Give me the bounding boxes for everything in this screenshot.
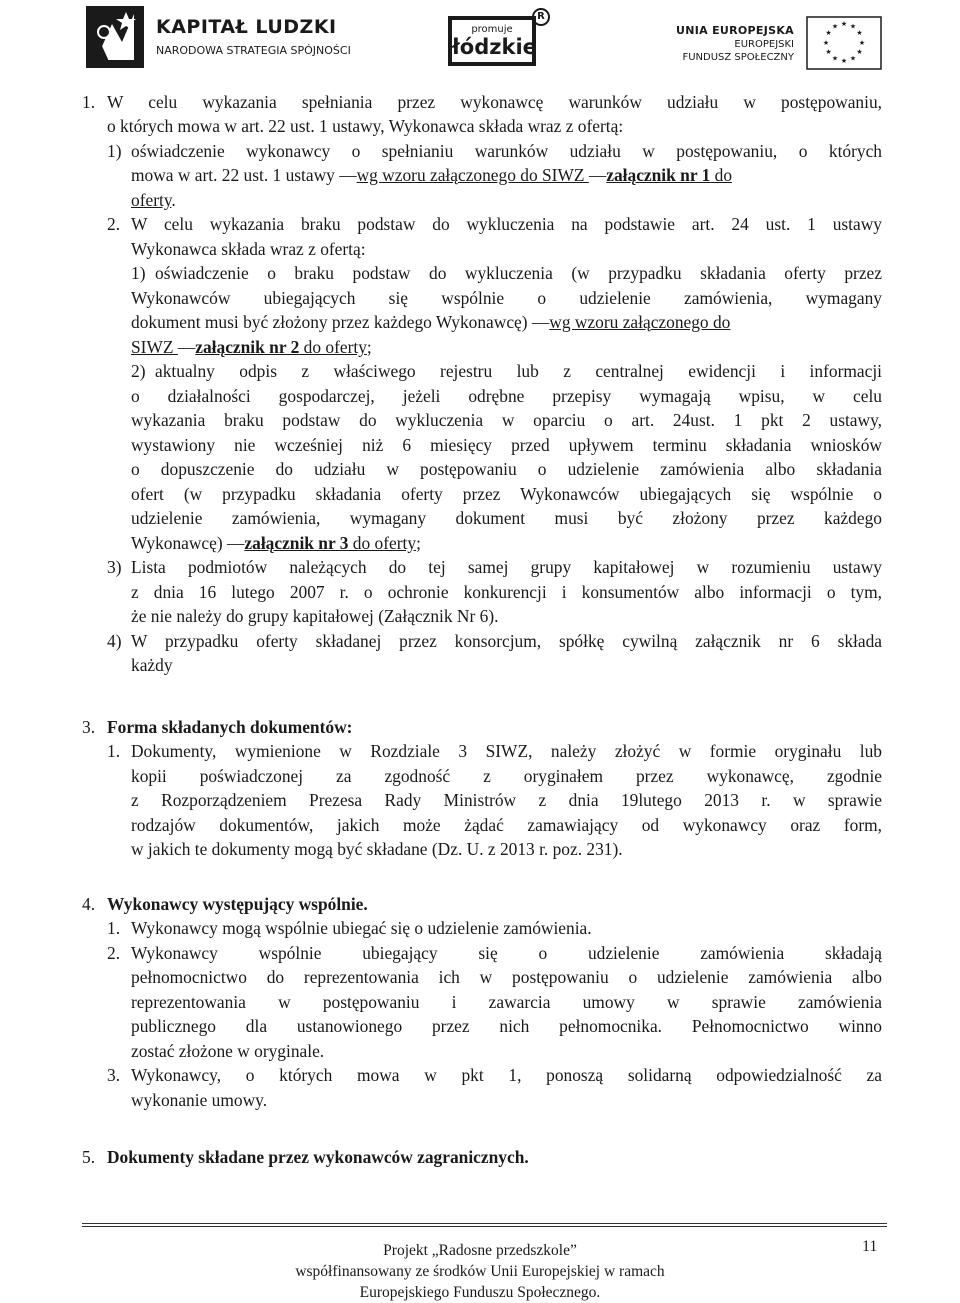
section-2-line-1: W celu wykazania braku podstaw do wykluczenia na podstawie art. 24 ust. 1 ustawy: [131, 214, 882, 234]
attachment-1-label: załącznik nr 1: [606, 165, 711, 185]
section-5-number: 5.: [82, 1147, 96, 1167]
section-2-item-2-line-2: o działalności gospodarczej, jeżeli odrębne przepisy wymagają wpisu, w celu: [131, 386, 882, 406]
section-2-item-2-line-6: ofert (w przypadku składania oferty przez Wykonawców ubiegających się wspólnie o: [131, 484, 882, 504]
section-2-item-3-line-2: z dnia 16 lutego 2007 r. o ochronie konkurencji i konsumentów albo informacji o tym,: [131, 582, 882, 602]
section-4-item-2-line-2: pełnomocnictwo do reprezentowania ich w postępowaniu o udzielenie zamówienia albo: [131, 967, 882, 987]
section-4-number: 4.: [82, 894, 96, 914]
section-3-item-1-line-2: kopii poświadczonej za zgodność z oryginałem przez wykonawcę, zgodnie: [131, 766, 882, 786]
svg-text:★: ★: [825, 48, 832, 56]
section-2-item-1-line-1: oświadczenie o braku podstaw do wykluczenia (w przypadku składania oferty przez: [155, 263, 882, 283]
eu-flag-icon: [806, 16, 882, 70]
section-4-item-2-number: 2.: [107, 943, 121, 963]
kapital-ludzki-emblem-icon: [82, 2, 148, 72]
svg-text:★: ★: [831, 22, 839, 31]
eu-logo-line3: FUNDUSZ SPOŁECZNY: [682, 52, 794, 63]
svg-text:★: ★: [825, 29, 832, 37]
section-3-item-1-line-4: rodzajów dokumentów, jakich może żądać zamawiający od wykonawcy oraz form,: [131, 815, 882, 835]
eu-logo-line2: EUROPEJSKI: [734, 39, 794, 50]
section-1-item-1-line-3: oferty.: [131, 190, 176, 210]
section-2-item-2-line-7: udzielenie zamówienia, wymagany dokument musi być złożony przez każdego: [131, 508, 882, 528]
page-header: [0, 0, 960, 80]
section-2-item-1-line-3: dokument musi być złożony przez każdego Wykonawcę) —wg wzoru załączonego do: [131, 312, 731, 332]
section-2-item-3-line-1: Lista podmiotów należących do tej samej grupy kapitałowej w rozumieniu ustawy: [131, 557, 882, 577]
section-2-item-2-line-4: wystawiony nie wcześniej niż 6 miesięcy przed upływem terminu składania wniosków: [131, 435, 882, 455]
section-4-item-2-line-4: publicznego dla ustanowionego przez nich pełnomocnika. Pełnomocnictwo winno: [131, 1016, 882, 1036]
section-1-item-1-number: 1): [107, 141, 122, 161]
section-2-item-3-line-3: że nie należy do grupy kapitałowej (Załącznik Nr 6).: [131, 606, 499, 626]
svg-text:★: ★: [856, 48, 863, 56]
section-5-title: Dokumenty składane przez wykonawców zagranicznych.: [107, 1147, 529, 1167]
section-2-item-2-line-1: aktualny odpis z właściwego rejestru lub z centralnej ewidencji i informacji: [155, 361, 882, 381]
section-2-item-1-line-4: SIWZ —załącznik nr 2 do oferty;: [131, 337, 372, 357]
registered-mark-icon: R: [532, 8, 550, 26]
section-4-item-3-number: 3.: [107, 1065, 121, 1085]
footer-divider-bottom: [82, 1226, 887, 1227]
eu-logo-text: [676, 24, 794, 64]
svg-text:★: ★: [822, 39, 830, 47]
section-1-item-1-line-1: oświadczenie wykonawcy o spełnianiu warunków udziału w postępowaniu, o których: [131, 141, 882, 161]
section-2-item-2-number: 2): [131, 361, 146, 381]
attachment-2-label: załącznik nr 2: [195, 337, 300, 357]
section-4-item-1-line-1: Wykonawcy mogą wspólnie ubiegać się o udzielenie zamówienia.: [131, 918, 592, 938]
section-4-title: Wykonawcy występujący wspólnie.: [107, 894, 368, 914]
section-3-item-1-line-1: Dokumenty, wymienione w Rozdziale 3 SIWZ, należy złożyć w formie oryginału lub: [131, 741, 882, 761]
section-4-item-3-line-2: wykonanie umowy.: [131, 1090, 268, 1110]
section-1-item-1-line-2: mowa w art. 22 ust. 1 ustawy —wg wzoru załączonego do SIWZ —załącznik nr 1 do: [131, 165, 733, 185]
section-2-number: 2.: [107, 214, 121, 234]
lodzkie-top-text: promuje: [471, 24, 513, 35]
section-2-item-2-line-8: Wykonawcę) —załącznik nr 3 do oferty;: [131, 533, 421, 553]
section-2-item-4-line-1: W przypadku oferty składanej przez konsorcjum, spółkę cywilną załącznik nr 6 składa: [131, 631, 882, 651]
section-4-item-2-line-3: reprezentowania w postępowaniu i zawarcia umowy w sprawie zamówienia: [131, 992, 882, 1012]
section-4-item-3-line-1: Wykonawcy, o których mowa w pkt 1, ponoszą solidarną odpowiedzialność za: [131, 1065, 882, 1085]
svg-text:★: ★: [840, 57, 848, 65]
eu-logo: [660, 16, 890, 76]
section-3-item-1-line-5: w jakich te dokumenty mogą być składane (Dz. U. z 2013 r. poz. 231).: [131, 839, 623, 859]
svg-text:★: ★: [856, 29, 863, 37]
section-1-line-1: W celu wykazania spełniania przez wykonawcę warunków udziału w postępowaniu,: [107, 92, 882, 112]
footer-divider-top: [82, 1223, 887, 1224]
section-2-item-4-number: 4): [107, 631, 122, 651]
kapital-ludzki-title: KAPITAŁ LUDZKI: [156, 16, 337, 38]
promuje-lodzkie-logo: [446, 8, 550, 70]
footer-cofinancing-line: współfinansowany ze środków Unii Europejskiej w ramach: [295, 1263, 665, 1280]
eu-logo-line1: UNIA EUROPEJSKA: [676, 24, 794, 37]
section-2-item-3-number: 3): [107, 557, 122, 577]
svg-text:★: ★: [849, 54, 857, 63]
section-1-line-2: o których mowa w art. 22 ust. 1 ustawy, Wykonawca składa wraz z ofertą:: [107, 116, 624, 136]
section-2-item-2-line-5: o dopuszczenie do udziału w postępowaniu o udzielenie zamówienia albo składania: [131, 459, 882, 479]
section-2-item-1-number: 1): [131, 263, 146, 283]
section-1-template-reference: wg wzoru załączonego do SIWZ: [356, 165, 589, 185]
attachment-3-label: załącznik nr 3: [244, 533, 349, 553]
section-2-line-2: Wykonawca składa wraz z ofertą:: [131, 239, 366, 259]
footer-project-name: Projekt „Radosne przedszkole”: [383, 1242, 577, 1259]
section-2-item-2-line-3: wykazania braku podstaw do wykluczenia w oparciu o art. 24ust. 1 pkt 2 ustawy,: [131, 410, 882, 430]
section-4-item-2-line-1: Wykonawcy wspólnie ubiegający się o udzielenie zamówienia składają: [131, 943, 882, 963]
lodzkie-frame: [448, 16, 536, 66]
section-3-title: Forma składanych dokumentów:: [107, 717, 353, 737]
svg-text:★: ★: [831, 54, 839, 63]
footer-fund-line: Europejskiego Funduszu Społecznego.: [359, 1284, 601, 1301]
svg-text:★: ★: [849, 22, 857, 31]
svg-text:★: ★: [858, 39, 866, 47]
section-3-item-1-line-3: z Rozporządzeniem Prezesa Rady Ministrów z dnia 19lutego 2013 r. w sprawie: [131, 790, 882, 810]
section-2-item-4-line-2: każdy: [131, 655, 173, 675]
section-3-item-1-number: 1.: [107, 741, 121, 761]
section-3-number: 3.: [82, 717, 96, 737]
section-2-item-1-line-2: Wykonawców ubiegających się wspólnie o udzielenie zamówienia, wymagany: [131, 288, 882, 308]
section-4-item-2-line-5: zostać złożone w oryginale.: [131, 1041, 325, 1061]
section-4-item-1-number: 1.: [107, 918, 121, 938]
page-number: 11: [862, 1238, 878, 1255]
kapital-ludzki-subtitle: NARODOWA STRATEGIA SPÓJNOŚCI: [156, 44, 351, 57]
svg-text:★: ★: [840, 20, 848, 28]
section-1-number: 1.: [82, 92, 96, 112]
lodzkie-main-text: łódzkie: [452, 35, 537, 59]
